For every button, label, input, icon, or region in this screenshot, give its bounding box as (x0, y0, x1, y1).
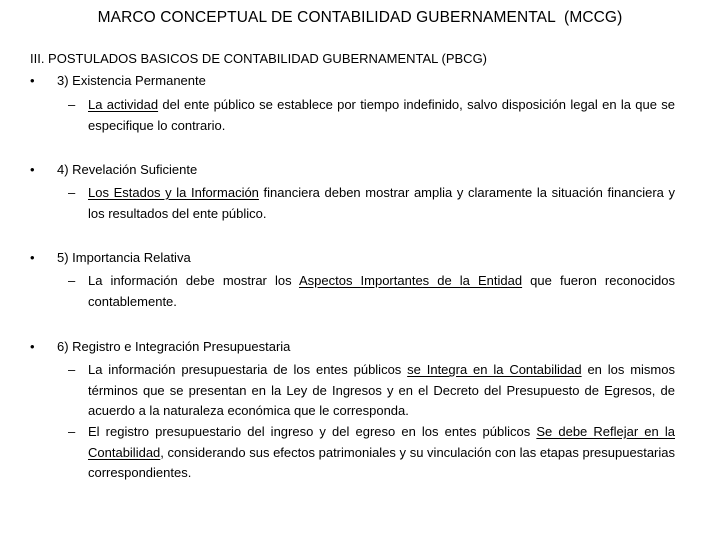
description-part: financiera deben mostrar amplia y claramente la situación financiera y los resultados del ente público. (88, 185, 676, 221)
dash-icon: – (68, 273, 76, 288)
section-heading: III. POSTULADOS BASICOS DE CONTABILIDAD GUBERNAMENTAL (PBCG) (30, 51, 488, 66)
postulado-heading: 5) Importancia Relativa (57, 250, 191, 265)
bullet-icon: • (30, 250, 35, 265)
postulado-heading: 3) Existencia Permanente (57, 73, 206, 88)
description-part: Los Estados y la Información (88, 185, 259, 200)
description-part: en los mismos términos que se presentan en la Ley de Ingresos y en el Decreto del Presupuesto de Egresos, de acuerdo a la naturaleza económica que le corresponda. (88, 362, 675, 419)
postulado-heading: 4) Revelación Suficiente (57, 162, 198, 177)
bullet-icon: • (30, 162, 35, 177)
description-part: La información debe mostrar los (88, 273, 299, 288)
postulado-description (68, 271, 675, 312)
postulado-description (68, 422, 675, 484)
description-part: del ente público se establece por tiempo indefinido, salvo disposición legal en la que se especifique lo contrario. (88, 97, 675, 133)
description-part: Se debe Reflejar en la Contabilidad (88, 424, 675, 460)
description-part: Aspectos Importantes de la Entidad (298, 273, 523, 288)
bullet-icon: • (30, 73, 35, 88)
dash-icon: – (68, 424, 76, 439)
postulado-heading: 6) Registro e Integración Presupuestaria (57, 339, 291, 354)
description-part: se Integra en la Contabilidad (407, 362, 582, 377)
description-part: que fueron reconocidos contablemente. (88, 273, 675, 309)
description-part: La información presupuestaria de los entes públicos (88, 362, 408, 377)
dash-icon: – (68, 362, 76, 377)
postulado-description (68, 95, 675, 136)
dash-icon: – (68, 97, 76, 112)
postulado-description (68, 183, 676, 224)
postulado-description (68, 360, 675, 422)
description-part: , considerando sus efectos patrimoniales y su vinculación con las etapas presupuestarias correspondientes. (88, 444, 675, 481)
description-part: El registro presupuestario del ingreso y del egreso en los entes públicos (88, 424, 537, 439)
description-part: La actividad (88, 97, 159, 112)
page-title: MARCO CONCEPTUAL DE CONTABILIDAD GUBERNAMENTAL (MCCG) (97, 9, 623, 26)
bullet-icon: • (30, 339, 35, 354)
dash-icon: – (68, 185, 76, 200)
